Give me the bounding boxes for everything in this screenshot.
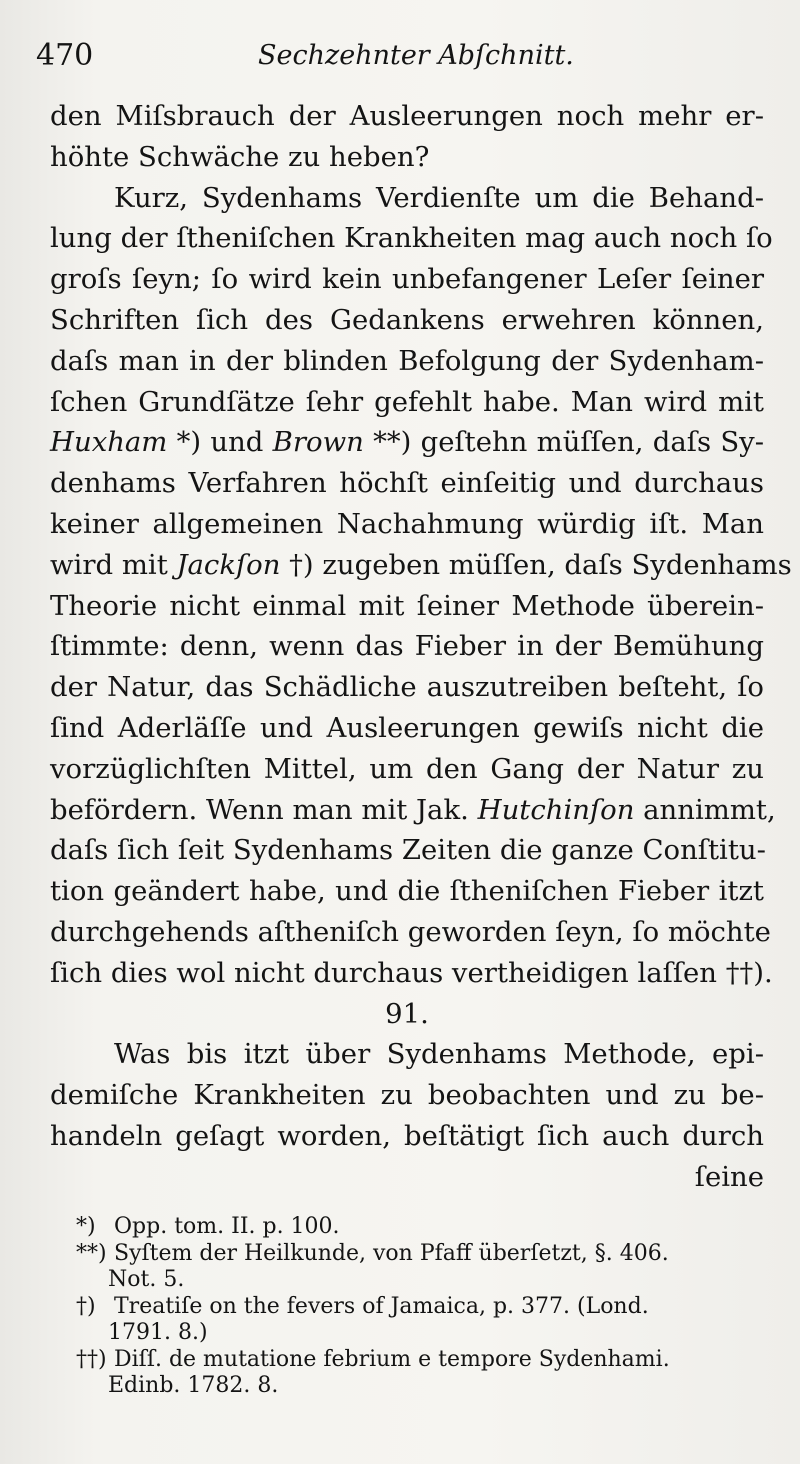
footnote-mark: *)	[76, 1214, 96, 1239]
text-fragment: *) und	[167, 426, 273, 459]
text-fragment: wird mit	[50, 548, 177, 581]
footnote	[76, 1214, 766, 1241]
footnote-continuation: Edinb. 1782. 8.	[108, 1373, 279, 1398]
footnote-text: Opp. tom. II. p. 100.	[114, 1214, 340, 1239]
footnote	[76, 1294, 766, 1321]
text-line: ſich dies wol nicht durchaus vertheidigen laſſen ††).	[50, 956, 773, 989]
text-line-with-citation	[50, 545, 792, 586]
text-line: Schriften ſich des Gedankens erwehren können,	[50, 303, 764, 336]
text-line: Theorie nicht einmal mit ſeiner Methode überein-	[50, 589, 764, 622]
text-line: der Natur, das Schädliche auszutreiben beſteht, ſo	[50, 671, 764, 704]
author-name-hutchinson: Hutchinſon	[477, 793, 635, 826]
footnote-mark: **)	[76, 1240, 107, 1266]
text-line: ſtimmte: denn, wenn das Fieber in der Bemühung	[50, 630, 764, 663]
text-line: daſs ſich ſeit Sydenhams Zeiten die ganze Conſtitu-	[50, 834, 766, 867]
text-line: lung der ſtheniſchen Krankheiten mag auch noch ſo	[50, 222, 773, 255]
text-line: vorzüglichſten Mittel, um den Gang der Natur zu	[50, 752, 764, 785]
section-number: 91.	[385, 997, 429, 1030]
author-name-huxham: Huxham	[50, 426, 168, 459]
text-line: denhams Verfahren höchſt einſeitig und durchaus	[50, 467, 764, 500]
text-line: den Miſsbrauch der Ausleerungen noch mehr er-	[50, 100, 764, 132]
text-line-with-citation	[50, 790, 776, 831]
paragraph-start-line: Kurz, Sydenhams Verdienſte um die Behand-	[114, 181, 764, 214]
footnote-text: Diſſ. de mutatione febrium e tempore Sydenhami.	[114, 1346, 670, 1372]
text-line: groſs ſeyn; ſo wird kein unbefangener Leſer ſeiner	[50, 263, 764, 296]
text-line-with-citations	[50, 422, 764, 463]
footnote-continuation: 1791. 8.)	[108, 1320, 208, 1345]
footnote	[76, 1347, 766, 1374]
paragraph-start-line: Was bis itzt über Sydenhams Methode, epi-	[114, 1038, 764, 1071]
text-fragment: **) geſtehn müſſen, daſs Sy-	[363, 426, 764, 459]
footnote	[76, 1241, 766, 1268]
footnote-text: Treatiſe on the fevers of Jamaica, p. 377. (Lond.	[114, 1293, 649, 1319]
text-line: höhte Schwäche zu heben?	[50, 140, 430, 173]
running-head	[36, 38, 740, 82]
footnote-mark: ††)	[76, 1346, 107, 1372]
text-fragment: befördern. Wenn man mit Jak.	[50, 793, 478, 826]
author-name-brown: Brown	[272, 426, 364, 459]
text-line: demiſche Krankheiten zu beobachten und zu be-	[50, 1079, 764, 1112]
footnote-text: Syſtem der Heilkunde, von Pfaff überſetzt, §. 406.	[114, 1240, 669, 1266]
text-fragment: annimmt,	[634, 793, 776, 826]
body-text	[50, 96, 792, 1198]
text-line: ſind Aderläſſe und Ausleerungen gewiſs nicht die	[50, 711, 764, 744]
author-name-jackson: Jackſon	[176, 548, 281, 581]
text-line: tion geändert habe, und die ſtheniſchen Fieber itzt	[50, 875, 764, 908]
text-fragment: †) zugeben müſſen, daſs Sydenhams	[280, 548, 792, 581]
footnote-continuation: Not. 5.	[108, 1267, 185, 1292]
page-number: 470	[36, 38, 94, 73]
text-line: daſs man in der blinden Befolgung der Sydenham-	[50, 344, 764, 377]
text-line: durchgehends aſtheniſch geworden ſeyn, ſo möchte	[50, 915, 771, 948]
running-title: Sechzehnter Abſchnitt.	[258, 40, 574, 71]
catchword: ſeine	[694, 1160, 764, 1193]
text-line: handeln geſagt worden, beſtätigt ſich auch durch	[50, 1119, 764, 1152]
footnote-mark: †)	[76, 1293, 96, 1319]
footnotes	[76, 1214, 766, 1400]
text-line: ſchen Grundſätze ſehr gefehlt habe. Man wird mit	[50, 385, 764, 418]
text-line: keiner allgemeinen Nachahmung würdig iſt. Man	[50, 507, 764, 540]
